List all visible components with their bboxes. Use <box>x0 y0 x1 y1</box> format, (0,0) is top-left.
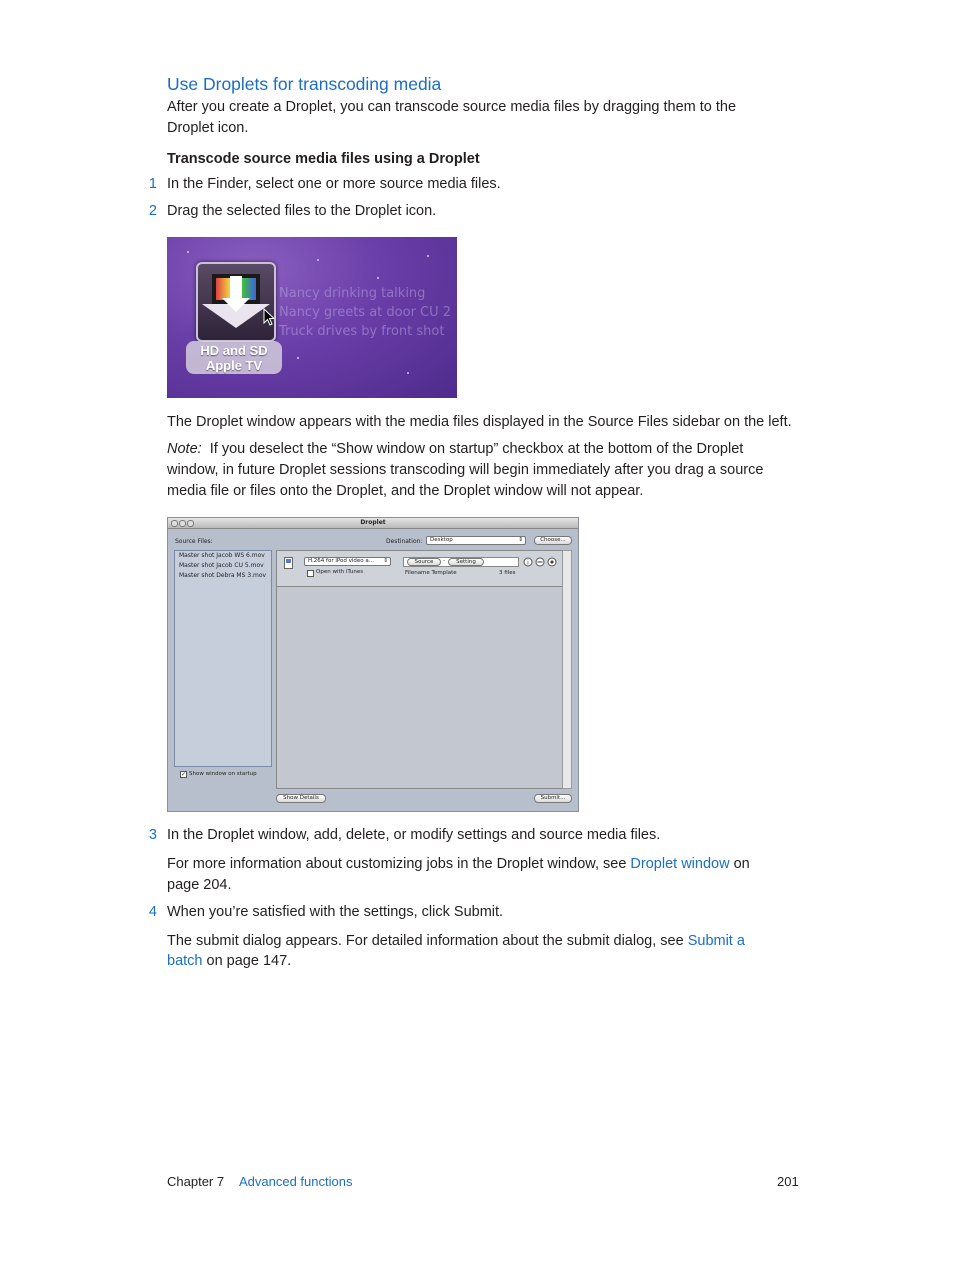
dragged-file: Nancy drinking talking <box>279 286 426 301</box>
filename-template-label: Filename Template <box>405 570 457 576</box>
info-icon <box>524 558 532 567</box>
more-info-line-1: For more information about customizing jobs in the Droplet window, see Droplet window on <box>167 856 750 872</box>
source-file-item[interactable]: Master shot Jacob WS 6.mov <box>179 552 265 559</box>
footer-chapter: Chapter 7 <box>167 1174 225 1189</box>
submit-batch-link[interactable]: Submit a <box>687 933 745 949</box>
destination-popup[interactable]: Desktop ⇕ <box>426 536 526 545</box>
result-text: The Droplet window appears with the media files displayed in the Source Files sidebar on the left. <box>167 414 792 430</box>
window-titlebar <box>168 518 578 529</box>
step-text: When you’re satisfied with the settings, click Submit. <box>167 904 504 920</box>
note-line-3: media file or files onto the Droplet, and the Droplet window will not appear. <box>167 483 644 499</box>
submit-batch-link-continued[interactable]: batch <box>167 953 203 969</box>
file-count: 3 files <box>499 570 516 576</box>
section-title: Use Droplets for transcoding media <box>167 74 442 94</box>
submit-button[interactable]: Submit... <box>534 794 572 803</box>
open-with-itunes-label: Open with iTunes <box>316 569 364 575</box>
show-window-label: Show window on startup <box>189 771 257 777</box>
step-number: 1 <box>148 176 157 192</box>
intro-line-1: After you create a Droplet, you can transcode source media files by dragging them to the <box>167 99 737 115</box>
page-number: 201 <box>777 1174 799 1189</box>
intro-line-2: Droplet icon. <box>167 120 249 136</box>
cursor-arrow-icon <box>263 308 275 326</box>
source-files-label: Source Files: <box>175 538 213 545</box>
settings-icon <box>548 558 556 566</box>
filename-template-field[interactable]: Source - Setting <box>403 557 519 567</box>
footer-chapter-title[interactable]: Advanced functions <box>239 1174 353 1189</box>
show-window-checkbox[interactable]: ✓ <box>181 771 187 778</box>
setting-token[interactable]: Setting <box>448 558 484 566</box>
setting-popup[interactable]: H.264 for iPod video a... ⇕ <box>304 557 391 566</box>
step-text: Drag the selected files to the Droplet icon. <box>167 203 437 219</box>
dragged-file: Truck drives by front shot <box>279 324 445 339</box>
step-text: In the Droplet window, add, delete, or modify settings and source media files. <box>167 827 661 843</box>
source-token[interactable]: Source <box>407 558 441 566</box>
droplet-drag-screenshot <box>167 237 457 398</box>
open-with-itunes-checkbox[interactable] <box>307 570 314 577</box>
droplet-name-label: HD and SD Apple TV <box>186 341 282 374</box>
task-title: Transcode source media files using a Droplet <box>167 151 480 167</box>
setting-row[interactable] <box>277 551 564 587</box>
settings-pane <box>276 550 565 789</box>
svg-text:i: i <box>527 559 529 567</box>
note-line-2: window, in future Droplet sessions transcoding will begin immediately after you drag a source <box>167 462 764 478</box>
dragged-file: Nancy greets at door CU 2 <box>279 305 452 320</box>
show-details-button[interactable]: Show Details <box>276 794 326 803</box>
submit-info-line-1: The submit dialog appears. For detailed information about the submit dialog, see Submit a <box>167 933 745 949</box>
remove-icon <box>536 558 544 566</box>
source-file-item[interactable]: Master shot Debra MS 3.mov <box>179 572 267 579</box>
step-number: 3 <box>148 827 157 843</box>
step-number: 2 <box>148 203 157 219</box>
vertical-scrollbar[interactable] <box>562 550 572 789</box>
droplet-window-link[interactable]: Droplet window <box>630 856 730 872</box>
source-files-list[interactable] <box>174 550 272 767</box>
row-action-buttons <box>523 557 563 567</box>
step-text: In the Finder, select one or more source media files. <box>167 176 501 192</box>
droplet-icon[interactable] <box>196 262 276 342</box>
note-line-1: Note: If you deselect the “Show window on startup” checkbox at the bottom of the Droplet <box>167 441 744 457</box>
destination-label: Destination: <box>386 538 423 545</box>
source-file-item[interactable]: Master shot Jacob CU 5.mov <box>179 562 264 569</box>
choose-button[interactable]: Choose... <box>534 536 572 545</box>
window-title: Droplet <box>360 519 386 526</box>
note-label: Note: <box>167 441 202 457</box>
step-number: 4 <box>148 904 157 920</box>
submit-info-line-2: batch on page 147. <box>167 953 292 969</box>
droplet-window-screenshot <box>167 517 579 812</box>
more-info-line-2: page 204. <box>167 877 232 893</box>
document-icon <box>284 557 293 569</box>
